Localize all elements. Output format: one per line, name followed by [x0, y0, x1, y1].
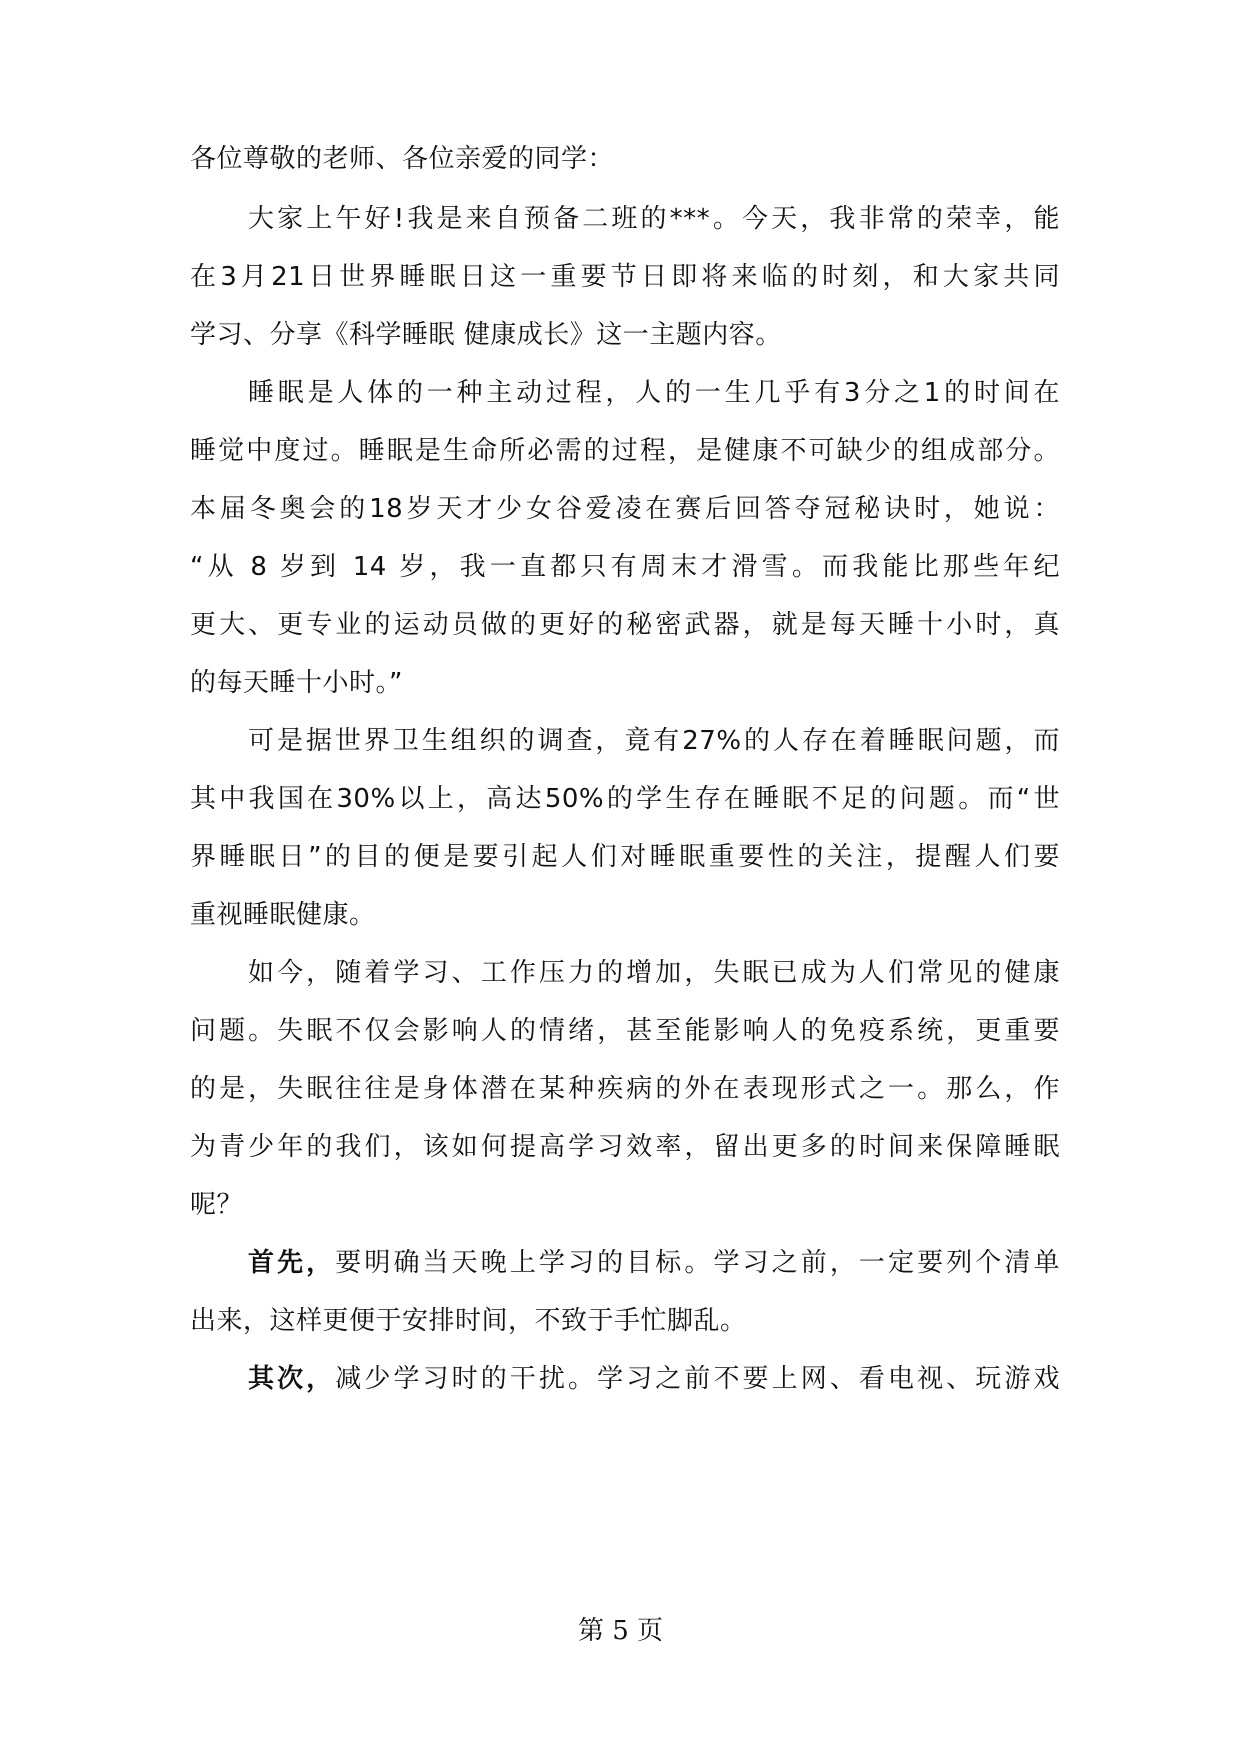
paragraph-line: 其中我国在30%以上，高达50%的学生存在睡眠不足的问题。而“世: [190, 784, 1060, 814]
paragraph-text: 减少学习时的干扰。学习之前不要上网、看电视、玩游戏: [335, 1364, 1060, 1394]
paragraph-line: 重视睡眠健康。: [190, 900, 376, 930]
paragraph-line: 学习、分享《科学睡眠 健康成长》这一主题内容。: [190, 320, 782, 350]
paragraph-line: 呢？: [190, 1190, 244, 1220]
paragraph-line: 本届冬奥会的18岁天才少女谷爱凌在赛后回答夺冠秘诀时，她说：: [190, 494, 1060, 524]
paragraph-line: 为青少年的我们，该如何提高学习效率，留出更多的时间来保障睡眠: [190, 1132, 1060, 1162]
paragraph-line: 睡眠是人体的一种主动过程，人的一生几乎有3分之1的时间在: [248, 378, 1060, 408]
paragraph-line: 界睡眠日”的目的便是要引起人们对睡眠重要性的关注，提醒人们要: [190, 842, 1060, 872]
salutation-line: 各位尊敬的老师、各位亲爱的同学：: [190, 144, 615, 174]
paragraph-line: 可是据世界卫生组织的调查，竟有27%的人存在着睡眠问题，而: [248, 726, 1060, 756]
page-number-footer: 第 5 页: [577, 1616, 664, 1646]
paragraph-line: 大家上午好!我是来自预备二班的***。今天，我非常的荣幸，能: [248, 204, 1060, 234]
paragraph-line: 出来，这样更便于安排时间，不致于手忙脚乱。: [190, 1306, 747, 1336]
paragraph-line: 睡觉中度过。睡眠是生命所必需的过程，是健康不可缺少的组成部分。: [190, 436, 1060, 466]
paragraph-line: 在3月21日世界睡眠日这一重要节日即将来临的时刻，和大家共同: [190, 262, 1060, 292]
paragraph-line: [248, 1246, 1060, 1280]
paragraph-line: [248, 1362, 1060, 1396]
bold-lead-second: 其次，: [248, 1364, 336, 1394]
paragraph-line: 如今，随着学习、工作压力的增加，失眠已成为人们常见的健康: [248, 958, 1060, 988]
paragraph-text: 要明确当天晚上学习的目标。学习之前，一定要列个清单: [335, 1248, 1060, 1278]
paragraph-line: “从 8 岁到 14 岁，我一直都只有周末才滑雪。而我能比那些年纪: [190, 552, 1060, 582]
paragraph-line: 问题。失眠不仅会影响人的情绪，甚至能影响人的免疫系统，更重要: [190, 1016, 1060, 1046]
paragraph-line: 的每天睡十小时。”: [190, 668, 403, 698]
bold-lead-first: 首先，: [248, 1248, 336, 1278]
paragraph-line: 的是，失眠往往是身体潜在某种疾病的外在表现形式之一。那么，作: [190, 1074, 1060, 1104]
paragraph-line: 更大、更专业的运动员做的更好的秘密武器，就是每天睡十小时，真: [190, 610, 1060, 640]
